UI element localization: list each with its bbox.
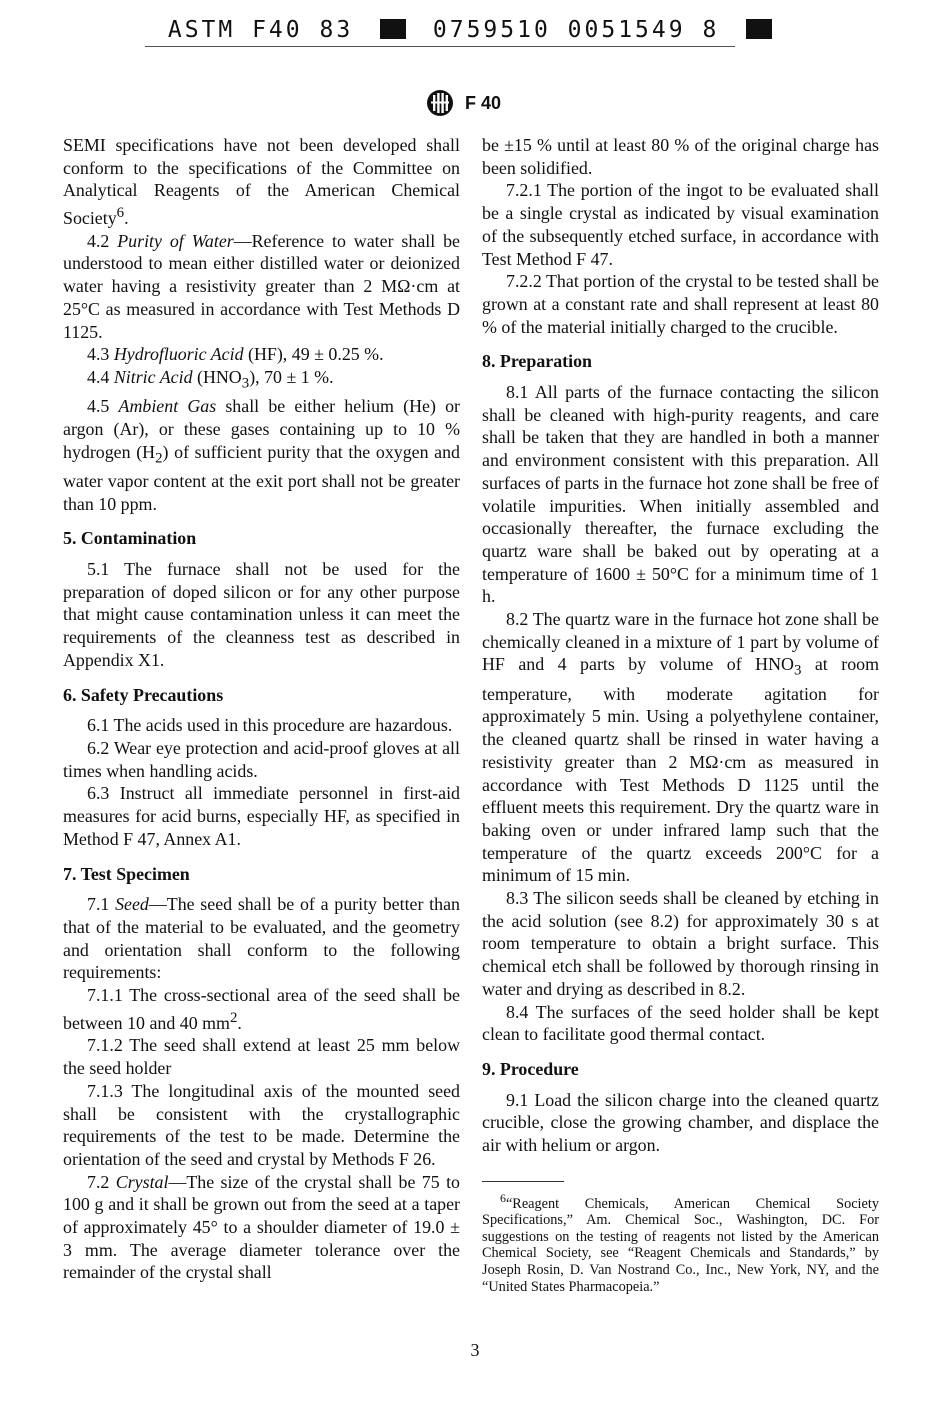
heading-preparation: 8. Preparation bbox=[482, 351, 592, 372]
code-part-a: ASTM F40 83 bbox=[167, 17, 354, 43]
section-7-2-2: 7.2.2 That portion of the crystal to be tested shall be grown at a constant rate and shall represent at least 80 % of the material initially charged to the crucible. bbox=[482, 271, 879, 337]
section-8-3: 8.3 The silicon seeds shall be cleaned by etching in the acid solution (see 8.2) for approximately 30 s at room temperature to obtain a bright surface. This chemical etch shall be followed by thorough rinsing in water and drying as described in 8.2. bbox=[482, 888, 879, 999]
section-4-5: 4.5 Ambient Gas shall be either helium (He) or argon (Ar), or these gases containing up to 10 % hydrogen $(H_2)$ of sufficient purity that the oxygen and water vapor content at the exit port shall not be greater than 10 ppm. bbox=[63, 396, 461, 514]
black-block-mark bbox=[380, 19, 406, 39]
section-9-1: 9.1 Load the silicon charge into the cleaned quartz crucible, close the growing chamber, and displace the air with helium or argon. bbox=[482, 1089, 879, 1156]
section-4-2: 4.2 Purity of Water—Reference to water shall be understood to mean either distilled water or deionized water having a resistivity greater than 2 MΩ·cm at 25°C as measured in accordance with Test Methods D 1125. bbox=[63, 230, 460, 342]
section-6-1: 6.1 The acids used in this procedure are hazardous. bbox=[87, 715, 453, 736]
section-8-4: 8.4 The surfaces of the seed holder shall be kept clean to facilitate good thermal contact. bbox=[482, 1001, 879, 1045]
section-7-1: 7.1 Seed—The seed shall be of a purity better than that of the material to be evaluated, and the geometry and orientation shall conform to the following requirements: bbox=[63, 894, 460, 983]
page-number: 3 bbox=[470, 1340, 480, 1360]
footnote: $^6$“Reagent Chemicals, American Chemical Society Specifications,” Am. Chemical Soc., Washington, DC. For suggestions on the testing of reagents not listed by the American Chemical Society, see “Reagent Chemicals and Standards,” by Joseph Rosin, D. Van Nostrand Co., Inc., New York, NY, and the “United States Pharmacopeia.” bbox=[482, 1190, 879, 1295]
heading-procedure: 9. Procedure bbox=[482, 1059, 579, 1079]
paragraph: SEMI specifications have not been developed shall conform to the specifications of the Committee on Analytical Reagents of the American Chemical Society$^6$. bbox=[63, 135, 460, 229]
code-part-b: 0759510 0051549 8 bbox=[432, 17, 720, 43]
footnote-rule bbox=[482, 1181, 564, 1182]
astm-logo-icon bbox=[425, 88, 455, 118]
section-7-1-3: 7.1.3 The longitudinal axis of the mounted seed shall be consistent with the crystallographic requirements of the test to be made. Determine the orientation of the seed and crystal by Methods F 26. bbox=[63, 1080, 460, 1169]
section-8-2: 8.2 The quartz ware in the furnace hot zone shall be chemically cleaned in a mixture of 1 part by volume of HF and 4 parts by volume of $HNO_3$ at room temperature, with moderate agitation for approximately 5 min. Using a polyethylene container, the cleaned quartz shall be rinsed in water having a resistivity greater than 2 MΩ·cm as measured in accordance with Test Methods D 1125 until the effluent meets this requirement. Dry the quartz ware in baking oven or under infrared lamp such that the temperature of the quartz exceeds 200°C for a minimum of 15 min. bbox=[482, 609, 880, 886]
section-4-4: 4.4 Nitric Acid $(HNO_3)$, 70 ± 1 %. bbox=[87, 367, 334, 392]
heading-test-specimen: 7. Test Specimen bbox=[63, 863, 190, 884]
paragraph: be ±15 % until at least 80 % of the original charge has been solidified. bbox=[482, 135, 879, 178]
section-4-3: 4.3 Hydrofluoric Acid (HF), 49 ± 0.25 %. bbox=[87, 344, 384, 365]
section-7-2-1: 7.2.1 The portion of the ingot to be evaluated shall be a single crystal as indicated by visual examination of the subsequently etched surface, in accordance with Test Method F 47. bbox=[482, 180, 879, 269]
heading-contamination: 5. Contamination bbox=[63, 528, 197, 549]
black-block-mark bbox=[746, 19, 772, 39]
section-8-1: 8.1 All parts of the furnace contacting the silicon shall be cleaned with high-purity reagents, and care shall be taken that they are handled in both a manner and environment consistent with this preparation. All surfaces of parts in the furnace hot zone shall be free of volatile impurities. When initially assembled and occasionally thereafter, the furnace excluding the quartz ware shall be baked out by operating at a temperature of 1600 ± 50°C for a minimum time of 1 h. bbox=[482, 382, 879, 607]
section-7-2: 7.2 Crystal—The size of the crystal shall be 75 to 100 g and it shall be grown out from the seed at a taper of approximately 45° to a shoulder diameter of 19.0 ± 3 mm. The average diameter tolerance over the remainder of the crystal shall bbox=[63, 1171, 461, 1283]
header-rule bbox=[145, 46, 735, 47]
document-code-header bbox=[0, 17, 950, 43]
section-5-1: 5.1 The furnace shall not be used for the preparation of doped silicon or for any other purpose that might cause contamination unless it can meet the requirements of the cleanness test as described in Appendix X1. bbox=[63, 559, 460, 670]
section-6-2: 6.2 Wear eye protection and acid-proof gloves at all times when handling acids. bbox=[63, 738, 460, 781]
designation-code: F 40 bbox=[465, 92, 502, 113]
heading-safety-precautions: 6. Safety Precautions bbox=[63, 684, 224, 705]
right-column bbox=[482, 134, 879, 1295]
section-6-3: 6.3 Instruct all immediate personnel in first-aid measures for acid burns, especially HF, as specified in Method F 47, Annex A1. bbox=[63, 783, 460, 849]
designation-header bbox=[425, 88, 501, 118]
left-column bbox=[63, 134, 460, 1284]
section-7-1-2: 7.1.2 The seed shall extend at least 25 mm below the seed holder bbox=[63, 1035, 460, 1079]
section-7-1-1: 7.1.1 The cross-sectional area of the seed shall be between 10 and 40 $mm^2$. bbox=[63, 985, 460, 1033]
